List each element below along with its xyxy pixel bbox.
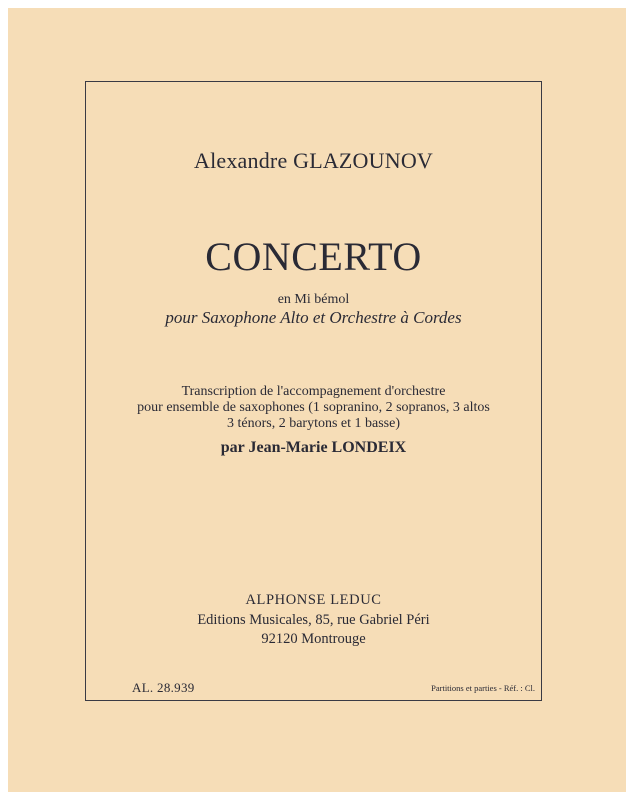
arranger-name: par Jean-Marie LONDEIX [220,439,407,456]
work-title: CONCERTO [205,234,422,279]
publisher-name: ALPHONSE LEDUC [245,592,382,608]
composer-name: Alexandre GLAZOUNOV [193,148,433,173]
description-line: Transcription de l'accompagnement d'orchestre [181,384,446,399]
catalog-number: AL. 28.939 [132,680,195,695]
description-line: pour ensemble de saxophones (1 sopranino, 2 sopranos, 3 altos [137,400,490,415]
publisher-city: 92120 Montrouge [261,631,366,647]
work-key: en Mi bémol [277,292,350,307]
publisher-address: Editions Musicales, 85, rue Gabriel Péri [197,612,430,628]
description-line: 3 ténors, 2 barytons et 1 basse) [226,416,401,431]
sheet-music-cover [8,8,626,792]
work-subtitle: pour Saxophone Alto et Orchestre à Cordes [165,308,462,327]
cover-frame [85,81,542,701]
parts-note: Partitions et parties - Réf. : Cl. [431,683,535,693]
